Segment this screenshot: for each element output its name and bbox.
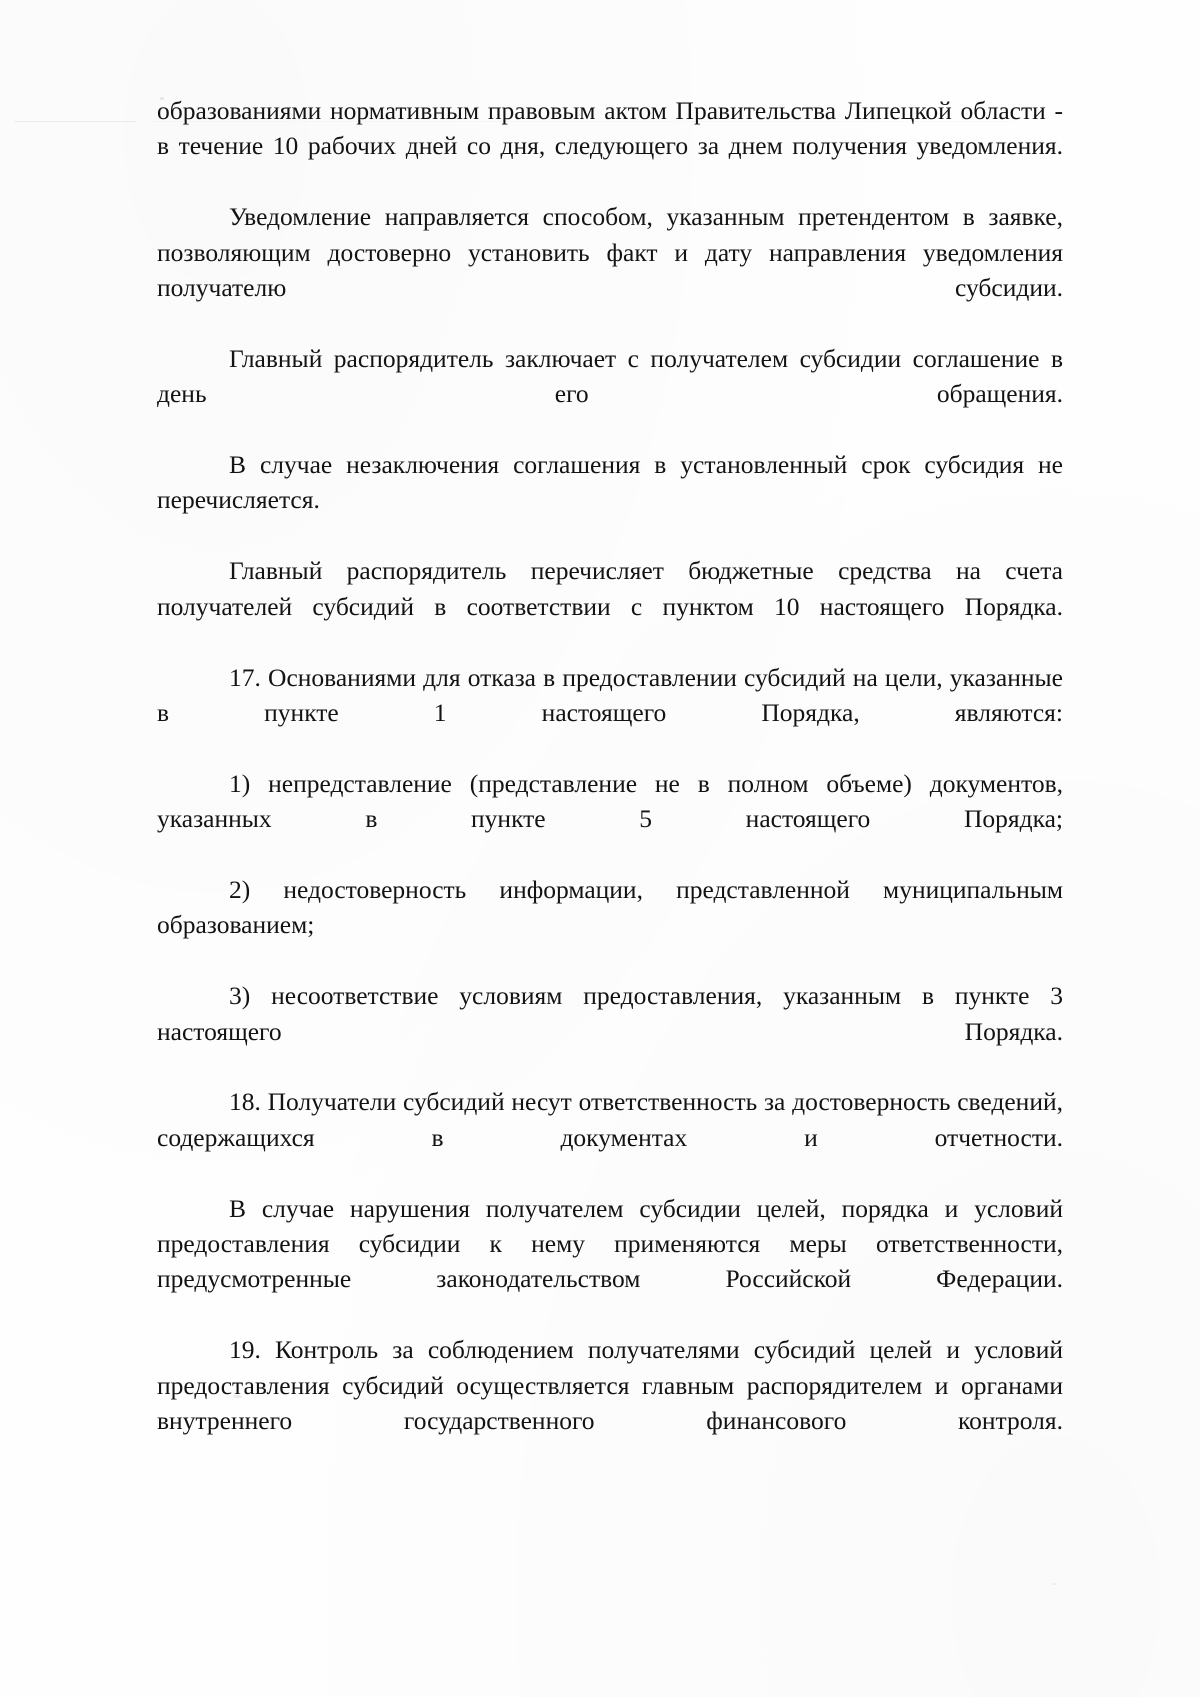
paragraph-manager-transfers-funds: Главный распорядитель перечисляет бюджетные средства на счета получателей субсидий в соответствии с пунктом 10 настоящего Порядка. — [157, 556, 1063, 621]
scan-artifact-speck — [1052, 1583, 1057, 1585]
paragraph-item-17-sub-1: 1) непредставление (представление не в полном объеме) документов, указанных в пункте 5 настоящего Порядка; — [157, 768, 1063, 834]
paragraph-continuation-notification-deadline: образованиями нормативным правовым актом Правительства Липецкой области - в течение 10 рабочих дней со дня, следующего за днем получения уведомления. — [157, 96, 1063, 161]
paragraph-item-17: 17. Основаниями для отказа в предоставлении субсидий на цели, указанные в пункте 1 настоящего Порядка, являются: — [157, 662, 1063, 727]
scan-artifact-line — [14, 121, 136, 122]
document-text-body — [157, 93, 1063, 1474]
paragraph-item-18: 18. Получатели субсидий несут ответственность за достоверность сведений, содержащихся в документах и отчетности. — [157, 1087, 1063, 1152]
paragraph-liability-measures: В случае нарушения получателем субсидии целей, порядка и условий предоставления субсидии к нему применяются меры ответственности, предусмотренные законодательством Российской Федерации. — [157, 1193, 1063, 1294]
paragraph-notification-method: Уведомление направляется способом, указанным претендентом в заявке, позволяющим достоверно установить факт и дату направления уведомления получателю субсидии. — [157, 202, 1063, 303]
paragraph-no-agreement-no-transfer: В случае незаключения соглашения в установленный срок субсидия не перечисляется. — [157, 450, 1063, 515]
paragraph-manager-concludes-agreement: Главный распорядитель заключает с получателем субсидии соглашение в день его обращения. — [157, 343, 1063, 409]
paragraph-item-19: 19. Контроль за соблюдением получателями субсидий целей и условий предоставления субсидий осуществляется главным распорядителем и органами внутреннего государственного финансового контроля. — [157, 1335, 1063, 1436]
paragraph-item-17-sub-2: 2) недостоверность информации, представленной муниципальным образованием; — [157, 874, 1063, 940]
paragraph-item-17-sub-3: 3) несоответствие условиям предоставления, указанным в пункте 3 настоящего Порядка. — [157, 981, 1063, 1046]
